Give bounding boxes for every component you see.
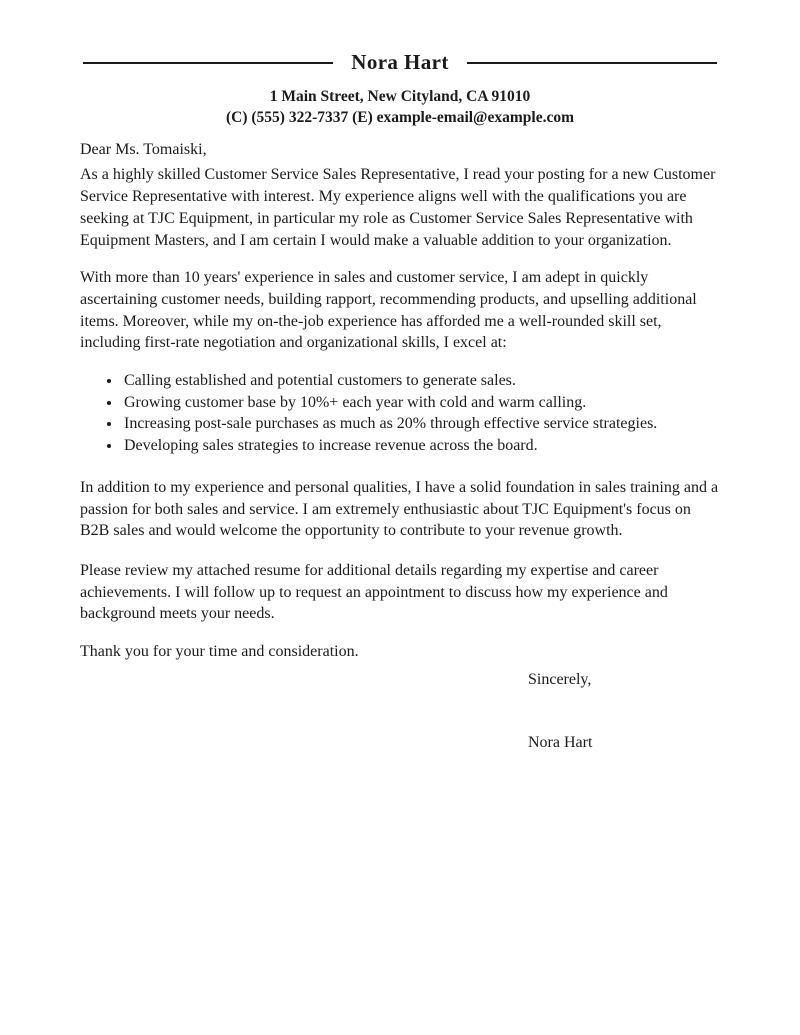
signature-name: Nora Hart (528, 734, 593, 752)
contact-line: (C) (555) 322-7337 (E) example-email@example.com (225, 108, 574, 126)
bullet-item: • Calling established and potential customers to generate sales. (122, 370, 720, 392)
letter-header (80, 52, 720, 128)
paragraph-thanks: Thank you for your time and consideration. (80, 643, 359, 661)
paragraph-resume: Please review my attached resume for additional details regarding my expertise and career achievements. I will follow up to request an appointment to discuss how my experience and background meets your needs. (80, 561, 668, 623)
paragraph-qualities: In addition to my experience and personal qualities, I have a solid foundation in sales training and a passion for both sales and service. I am extremely enthusiastic about TJC Equipment's focus on B2B sales and would welcome the opportunity to contribute to your revenue growth. (80, 478, 719, 540)
signoff-block (528, 669, 720, 754)
bullet-item: • Developing sales strategies to increase revenue across the board. (122, 435, 720, 457)
salutation: Dear Ms. Tomaiski, (80, 140, 207, 158)
bullet-item: • Increasing post-sale purchases as much as 20% through effective service strategies. (122, 413, 720, 435)
header-rule-left (83, 62, 333, 64)
address-line: 1 Main Street, New Cityland, CA 91010 (269, 87, 531, 105)
applicant-name: Nora Hart (351, 50, 449, 74)
closing: Sincerely, (528, 670, 592, 688)
header-rule-right (467, 62, 717, 64)
bullet-list (80, 370, 720, 457)
bullet-item: • Growing customer base by 10%+ each year with cold and warm calling. (122, 392, 720, 414)
letter-body (80, 139, 720, 754)
name-row (83, 52, 717, 74)
paragraph-intro: As a highly skilled Customer Service Sales Representative, I read your posting for a new Customer Service Representative with interest. My experience aligns well with the qualifications you are seeking at TJC Equipment, in particular my role as Customer Service Sales Representative with Equipment Masters, and I am certain I would make a valuable addition to your organization. (80, 166, 716, 249)
paragraph-experience: With more than 10 years' experience in sales and customer service, I am adept in quickly ascertaining customer needs, building rapport, recommending products, and upselling additional items. Moreover, while my on-the-job experience has afforded me a well-rounded skill set, including first-rate negotiation and organizational skills, I excel at: (80, 269, 697, 352)
